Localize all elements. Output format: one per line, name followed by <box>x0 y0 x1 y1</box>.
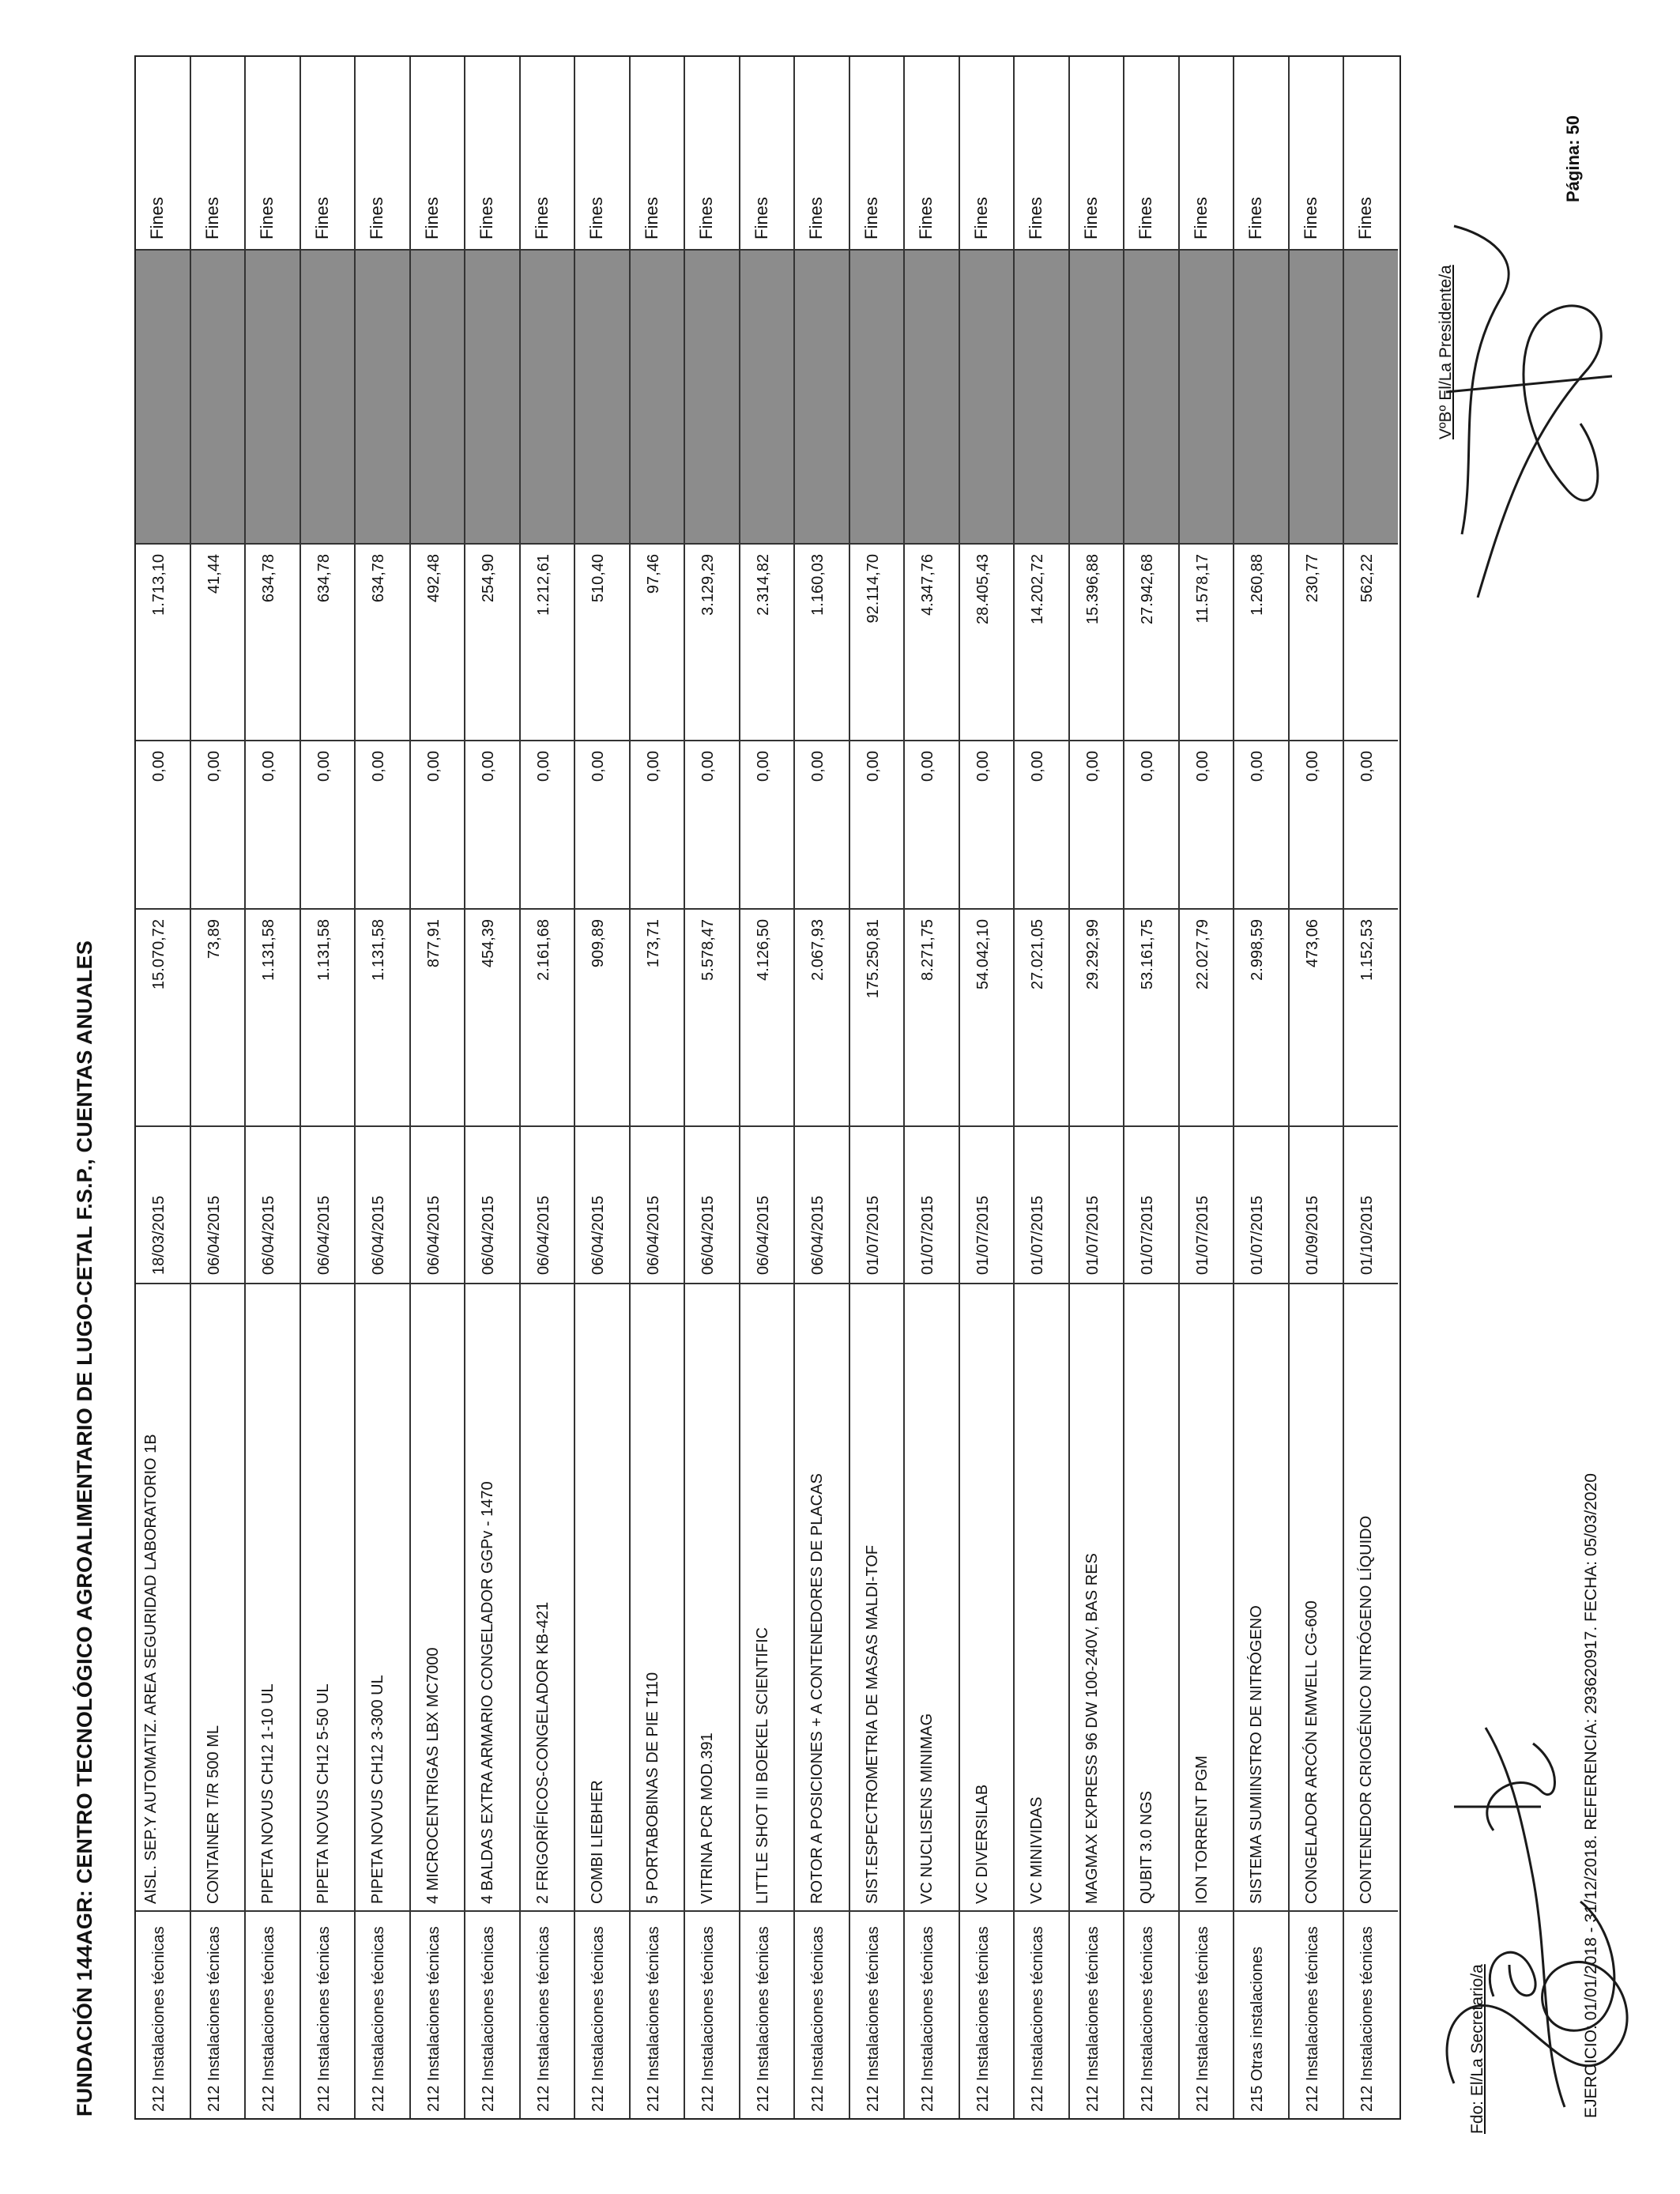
table-row <box>685 57 740 2118</box>
amortization-cell: 0,00 <box>1290 740 1343 908</box>
description-cell: AISL. SEP.Y AUTOMATIZ. AREA SEGURIDAD LABORATORIO 1B <box>136 1283 190 1910</box>
shaded-cell <box>1124 249 1178 543</box>
net-value-cell: 15.396,88 <box>1070 543 1124 740</box>
purpose-cell: Fines <box>531 197 552 239</box>
shaded-cell <box>1290 249 1343 543</box>
account-cell: 212 Instalaciones técnicas <box>246 1910 299 2118</box>
date-cell: 18/03/2015 <box>136 1125 190 1283</box>
ejercicio-reference: EJERCICIO: 01/01/2018 - 31/12/2018. REFERENCIA: 293620917. FECHA: 05/03/2020 <box>1582 1473 1600 2118</box>
shaded-cell <box>575 249 629 543</box>
net-value-cell: 4.347,76 <box>905 543 959 740</box>
table-row <box>1344 57 1399 2118</box>
shaded-cell <box>356 249 409 543</box>
purpose-cell: Fines <box>806 197 827 239</box>
amortization-cell: 0,00 <box>795 740 849 908</box>
shaded-cell <box>1070 249 1124 543</box>
table-row <box>905 57 960 2118</box>
date-cell: 06/04/2015 <box>246 1125 299 1283</box>
account-cell: 212 Instalaciones técnicas <box>1124 1910 1178 2118</box>
description-cell: 4 MICROCENTRIGAS LBX MC7000 <box>411 1283 465 1910</box>
president-signature <box>1430 202 1628 629</box>
purpose-cell: Fines <box>477 197 497 239</box>
shaded-cell <box>1234 249 1288 543</box>
description-cell: CONTAINER T/R 500 ML <box>191 1283 245 1910</box>
net-value-cell: 492,48 <box>411 543 465 740</box>
table-row <box>1015 57 1070 2118</box>
amortization-cell: 0,00 <box>960 740 1014 908</box>
amortization-cell: 0,00 <box>191 740 245 908</box>
net-value-cell: 510,40 <box>575 543 629 740</box>
net-value-cell: 634,78 <box>301 543 355 740</box>
account-cell: 212 Instalaciones técnicas <box>191 1910 245 2118</box>
amortization-cell: 0,00 <box>1015 740 1068 908</box>
value-cell: 173,71 <box>631 908 684 1125</box>
date-cell: 01/07/2015 <box>1234 1125 1288 1283</box>
net-value-cell: 97,46 <box>631 543 684 740</box>
shaded-cell <box>631 249 684 543</box>
value-cell: 2.067,93 <box>795 908 849 1125</box>
page-number: Página: 50 <box>1563 115 1583 202</box>
account-cell: 212 Instalaciones técnicas <box>575 1910 629 2118</box>
description-cell: 5 PORTABOBINAS DE PIE T110 <box>631 1283 684 1910</box>
description-cell: PIPETA NOVUS CH12 3-300 UL <box>356 1283 409 1910</box>
description-cell: SISTEMA SUMIINSTRO DE NITRÓGENO <box>1234 1283 1288 1910</box>
amortization-cell: 0,00 <box>356 740 409 908</box>
date-cell: 01/07/2015 <box>1180 1125 1234 1283</box>
description-cell: MAGMAX EXPRESS 96 DW 100-240V, BAS RES <box>1070 1283 1124 1910</box>
amortization-cell: 0,00 <box>136 740 190 908</box>
date-cell: 01/07/2015 <box>850 1125 904 1283</box>
value-cell: 73,89 <box>191 908 245 1125</box>
net-value-cell: 14.202,72 <box>1015 543 1068 740</box>
purpose-cell: Fines <box>421 197 442 239</box>
table-row <box>136 57 191 2118</box>
table-row <box>1290 57 1345 2118</box>
date-cell: 01/09/2015 <box>1290 1125 1343 1283</box>
value-cell: 29.292,99 <box>1070 908 1124 1125</box>
purpose-cell: Fines <box>202 197 222 239</box>
amortization-cell: 0,00 <box>740 740 794 908</box>
purpose-cell: Fines <box>1190 197 1211 239</box>
description-cell: ROTOR A POSICIONES + A CONTENEDORES DE PLACAS <box>795 1283 849 1910</box>
table-row <box>246 57 301 2118</box>
shaded-cell <box>411 249 465 543</box>
account-cell: 212 Instalaciones técnicas <box>850 1910 904 2118</box>
value-cell: 8.271,75 <box>905 908 959 1125</box>
net-value-cell: 634,78 <box>246 543 299 740</box>
purpose-cell: Fines <box>696 197 717 239</box>
account-cell: 212 Instalaciones técnicas <box>411 1910 465 2118</box>
value-cell: 473,06 <box>1290 908 1343 1125</box>
table-row <box>521 57 576 2118</box>
value-cell: 15.070,72 <box>136 908 190 1125</box>
net-value-cell: 1.713,10 <box>136 543 190 740</box>
value-cell: 2.998,59 <box>1234 908 1288 1125</box>
description-cell: PIPETA NOVUS CH12 1-10 UL <box>246 1283 299 1910</box>
table-row <box>795 57 850 2118</box>
purpose-cell: Fines <box>147 197 167 239</box>
date-cell: 06/04/2015 <box>356 1125 409 1283</box>
purpose-cell: Fines <box>257 197 277 239</box>
description-cell: VC DIVERSILAB <box>960 1283 1014 1910</box>
account-cell: 212 Instalaciones técnicas <box>136 1910 190 2118</box>
amortization-cell: 0,00 <box>685 740 739 908</box>
account-cell: 212 Instalaciones técnicas <box>1344 1910 1398 2118</box>
account-cell: 212 Instalaciones técnicas <box>960 1910 1014 2118</box>
amortization-cell: 0,00 <box>411 740 465 908</box>
table-row <box>631 57 686 2118</box>
account-cell: 212 Instalaciones técnicas <box>1070 1910 1124 2118</box>
date-cell: 06/04/2015 <box>411 1125 465 1283</box>
amortization-cell: 0,00 <box>905 740 959 908</box>
shaded-cell <box>1344 249 1398 543</box>
date-cell: 01/07/2015 <box>1124 1125 1178 1283</box>
shaded-cell <box>685 249 739 543</box>
purpose-cell: Fines <box>311 197 332 239</box>
description-cell: VC NUCLISENS MINIMAG <box>905 1283 959 1910</box>
amortization-cell: 0,00 <box>1180 740 1234 908</box>
net-value-cell: 92.114,70 <box>850 543 904 740</box>
purpose-cell: Fines <box>367 197 387 239</box>
value-cell: 22.027,79 <box>1180 908 1234 1125</box>
net-value-cell: 230,77 <box>1290 543 1343 740</box>
shaded-cell <box>191 249 245 543</box>
date-cell: 01/07/2015 <box>1015 1125 1068 1283</box>
assets-table <box>134 55 1401 2120</box>
amortization-cell: 0,00 <box>521 740 574 908</box>
purpose-cell: Fines <box>916 197 936 239</box>
table-row <box>411 57 466 2118</box>
purpose-cell: Fines <box>1026 197 1046 239</box>
account-cell: 212 Instalaciones técnicas <box>1290 1910 1343 2118</box>
shaded-cell <box>850 249 904 543</box>
account-cell: 212 Instalaciones técnicas <box>795 1910 849 2118</box>
account-cell: 212 Instalaciones técnicas <box>1180 1910 1234 2118</box>
date-cell: 06/04/2015 <box>191 1125 245 1283</box>
date-cell: 06/04/2015 <box>740 1125 794 1283</box>
amortization-cell: 0,00 <box>246 740 299 908</box>
net-value-cell: 254,90 <box>465 543 519 740</box>
date-cell: 06/04/2015 <box>631 1125 684 1283</box>
table-row <box>356 57 411 2118</box>
account-cell: 212 Instalaciones técnicas <box>356 1910 409 2118</box>
value-cell: 27.021,05 <box>1015 908 1068 1125</box>
table-row <box>960 57 1015 2118</box>
page-title: FUNDACIÓN 144AGR: CENTRO TECNOLÓGICO AGROALIMENTARIO DE LUGO-CETAL F.S.P., CUENTAS ANUALES <box>73 940 96 2117</box>
description-cell: CONTENEDOR CRIOGÉNICO NITRÓGENO LÍQUIDO <box>1344 1283 1398 1910</box>
value-cell: 1.131,58 <box>356 908 409 1125</box>
secretary-signature <box>1422 1696 1652 2139</box>
purpose-cell: Fines <box>1300 197 1320 239</box>
account-cell: 212 Instalaciones técnicas <box>905 1910 959 2118</box>
description-cell: VC MINIVIDAS <box>1015 1283 1068 1910</box>
shaded-cell <box>1015 249 1068 543</box>
net-value-cell: 1.160,03 <box>795 543 849 740</box>
description-cell: LITTLE SHOT III BOEKEL SCIENTIFIC <box>740 1283 794 1910</box>
purpose-cell: Fines <box>586 197 607 239</box>
purpose-cell: Fines <box>1245 197 1266 239</box>
net-value-cell: 562,22 <box>1344 543 1398 740</box>
date-cell: 06/04/2015 <box>575 1125 629 1283</box>
value-cell: 5.578,47 <box>685 908 739 1125</box>
purpose-cell: Fines <box>751 197 771 239</box>
date-cell: 01/10/2015 <box>1344 1125 1398 1283</box>
table-row <box>1180 57 1235 2118</box>
amortization-cell: 0,00 <box>1344 740 1398 908</box>
amortization-cell: 0,00 <box>575 740 629 908</box>
value-cell: 1.131,58 <box>301 908 355 1125</box>
purpose-cell: Fines <box>861 197 881 239</box>
president-signature-label: VºBº El/La Presidente/a <box>1437 265 1455 439</box>
amortization-cell: 0,00 <box>850 740 904 908</box>
net-value-cell: 1.212,61 <box>521 543 574 740</box>
date-cell: 06/04/2015 <box>301 1125 355 1283</box>
amortization-cell: 0,00 <box>301 740 355 908</box>
table-row <box>465 57 521 2118</box>
date-cell: 06/04/2015 <box>465 1125 519 1283</box>
net-value-cell: 41,44 <box>191 543 245 740</box>
net-value-cell: 1.260,88 <box>1234 543 1288 740</box>
value-cell: 4.126,50 <box>740 908 794 1125</box>
value-cell: 454,39 <box>465 908 519 1125</box>
date-cell: 06/04/2015 <box>795 1125 849 1283</box>
shaded-cell <box>1180 249 1234 543</box>
shaded-cell <box>960 249 1014 543</box>
description-cell: 2 FRIGORÍFICOS-CONGELADOR KB-421 <box>521 1283 574 1910</box>
table-row <box>740 57 796 2118</box>
value-cell: 877,91 <box>411 908 465 1125</box>
amortization-cell: 0,00 <box>1234 740 1288 908</box>
net-value-cell: 2.314,82 <box>740 543 794 740</box>
value-cell: 1.131,58 <box>246 908 299 1125</box>
table-row <box>850 57 906 2118</box>
description-cell: CONGELADOR ARCÓN EMWELL CG-600 <box>1290 1283 1343 1910</box>
purpose-cell: Fines <box>970 197 991 239</box>
account-cell: 212 Instalaciones técnicas <box>521 1910 574 2118</box>
table-row <box>1124 57 1180 2118</box>
account-cell: 215 Otras instalaciones <box>1234 1910 1288 2118</box>
date-cell: 06/04/2015 <box>685 1125 739 1283</box>
account-cell: 212 Instalaciones técnicas <box>685 1910 739 2118</box>
value-cell: 53.161,75 <box>1124 908 1178 1125</box>
table-row <box>1234 57 1290 2118</box>
net-value-cell: 3.129,29 <box>685 543 739 740</box>
table-row <box>191 57 247 2118</box>
account-cell: 212 Instalaciones técnicas <box>631 1910 684 2118</box>
purpose-cell: Fines <box>1355 197 1376 239</box>
account-cell: 212 Instalaciones técnicas <box>301 1910 355 2118</box>
shaded-cell <box>521 249 574 543</box>
net-value-cell: 27.942,68 <box>1124 543 1178 740</box>
table-row <box>301 57 356 2118</box>
date-cell: 01/07/2015 <box>1070 1125 1124 1283</box>
description-cell: VITRINA PCR MOD.391 <box>685 1283 739 1910</box>
purpose-cell: Fines <box>1136 197 1156 239</box>
value-cell: 1.152,53 <box>1344 908 1398 1125</box>
account-cell: 212 Instalaciones técnicas <box>1015 1910 1068 2118</box>
date-cell: 01/07/2015 <box>960 1125 1014 1283</box>
value-cell: 2.161,68 <box>521 908 574 1125</box>
description-cell: PIPETA NOVUS CH12 5-50 UL <box>301 1283 355 1910</box>
description-cell: ION TORRENT PGM <box>1180 1283 1234 1910</box>
shaded-cell <box>905 249 959 543</box>
amortization-cell: 0,00 <box>465 740 519 908</box>
date-cell: 06/04/2015 <box>521 1125 574 1283</box>
description-cell: 4 BALDAS EXTRA ARMARIO CONGELADOR GGPv - 1470 <box>465 1283 519 1910</box>
amortization-cell: 0,00 <box>631 740 684 908</box>
table-row <box>1070 57 1125 2118</box>
purpose-cell: Fines <box>641 197 661 239</box>
net-value-cell: 634,78 <box>356 543 409 740</box>
account-cell: 212 Instalaciones técnicas <box>740 1910 794 2118</box>
value-cell: 909,89 <box>575 908 629 1125</box>
secretary-signature-label: Fdo: El/La Secretario/a <box>1468 1964 1486 2134</box>
purpose-cell: Fines <box>1080 197 1101 239</box>
amortization-cell: 0,00 <box>1124 740 1178 908</box>
shaded-cell <box>301 249 355 543</box>
shaded-cell <box>136 249 190 543</box>
net-value-cell: 28.405,43 <box>960 543 1014 740</box>
description-cell: QUBIT 3.0 NGS <box>1124 1283 1178 1910</box>
shaded-cell <box>246 249 299 543</box>
date-cell: 01/07/2015 <box>905 1125 959 1283</box>
description-cell: COMBI LIEBHER <box>575 1283 629 1910</box>
description-cell: SIST.ESPECTROMETRIA DE MASAS MALDI-TOF <box>850 1283 904 1910</box>
table-row <box>575 57 631 2118</box>
account-cell: 212 Instalaciones técnicas <box>465 1910 519 2118</box>
value-cell: 175.250,81 <box>850 908 904 1125</box>
shaded-cell <box>795 249 849 543</box>
shaded-cell <box>740 249 794 543</box>
value-cell: 54.042,10 <box>960 908 1014 1125</box>
net-value-cell: 11.578,17 <box>1180 543 1234 740</box>
shaded-cell <box>465 249 519 543</box>
amortization-cell: 0,00 <box>1070 740 1124 908</box>
